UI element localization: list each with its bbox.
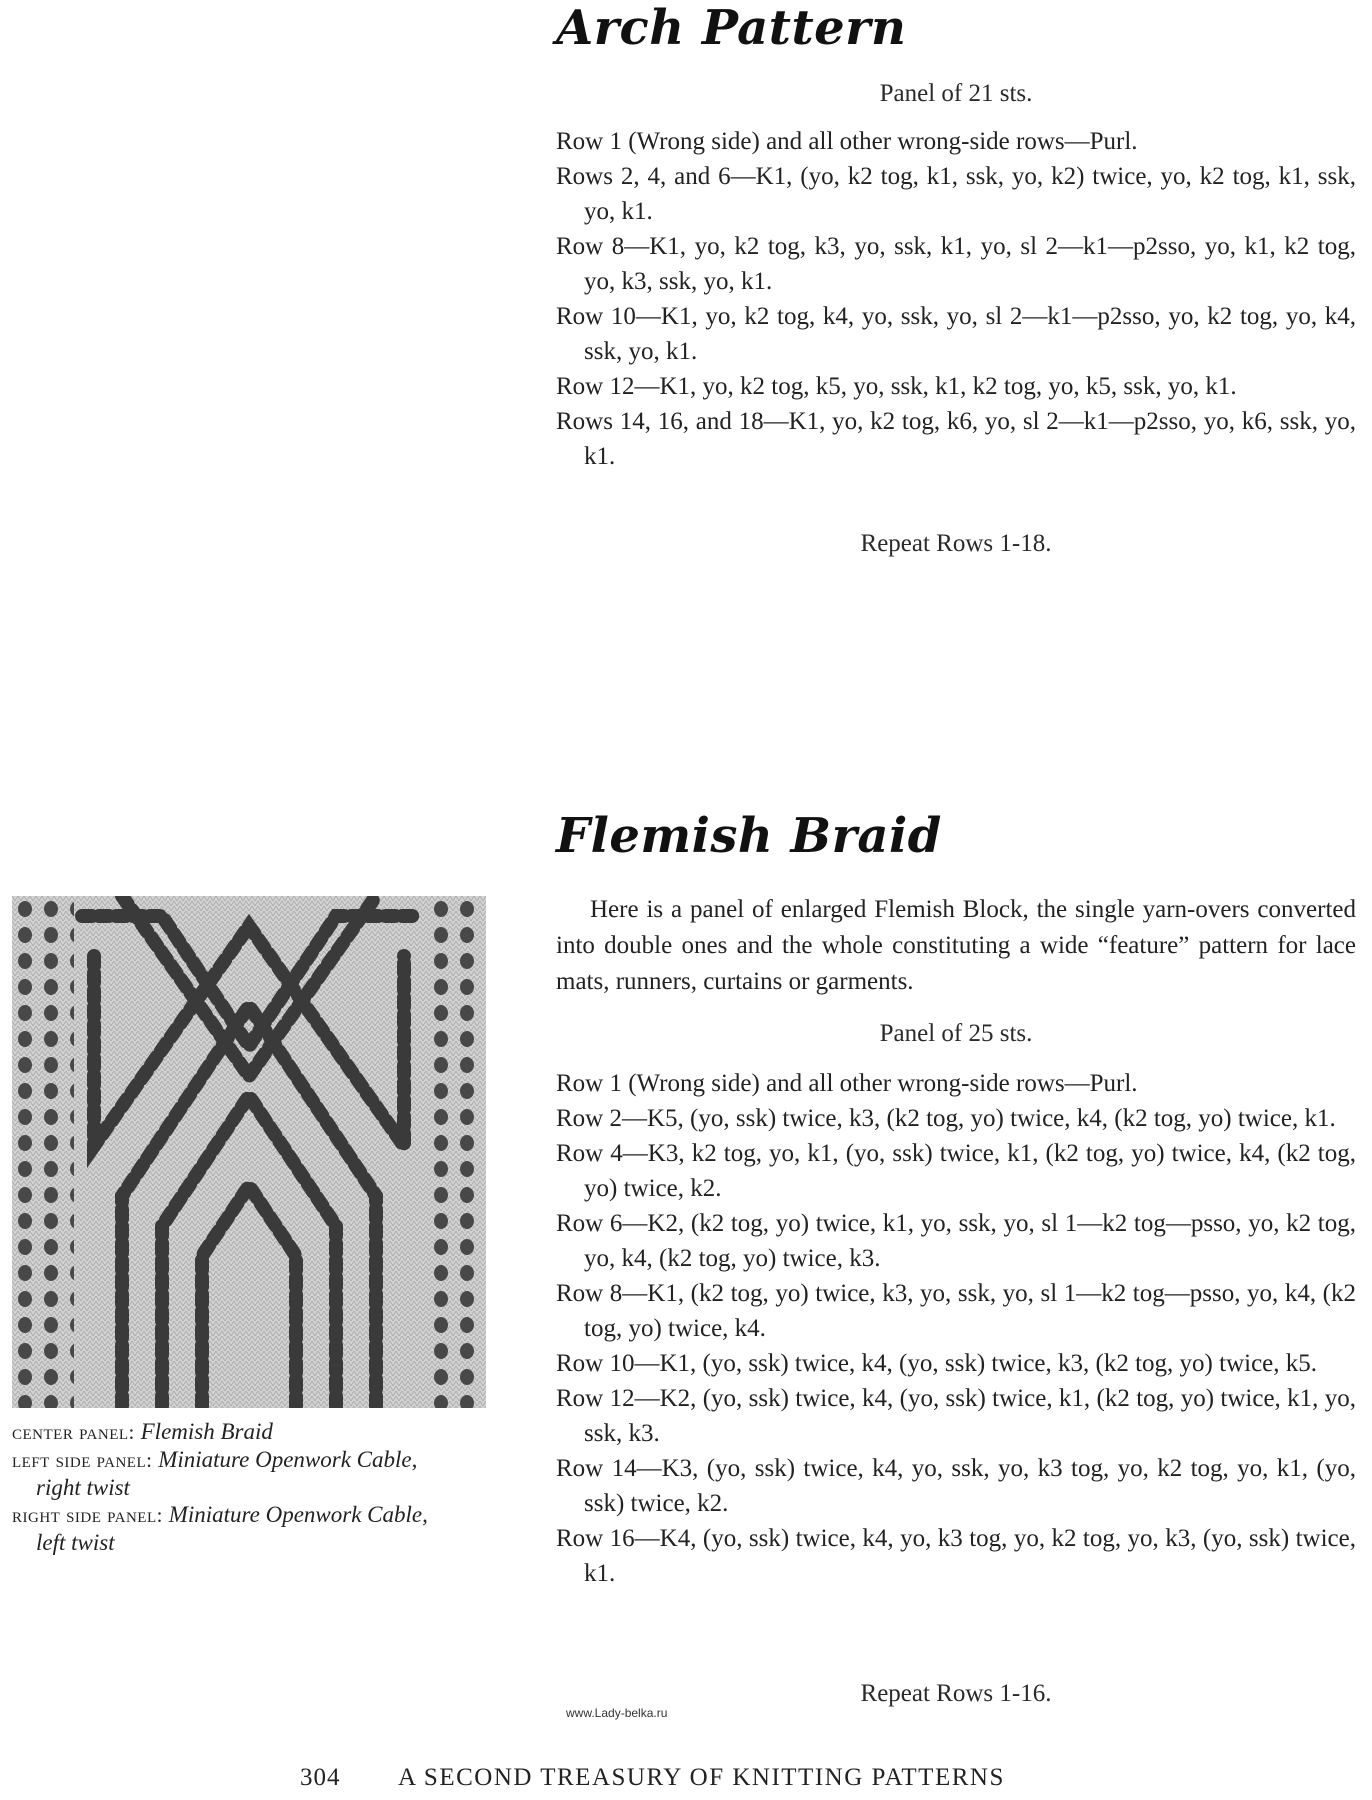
flemish-row: Row 4—K3, k2 tog, yo, k1, (yo, ssk) twice, k1, (k2 tog, yo) twice, k4, (k2 tog, yo) twice, k2.	[556, 1140, 1356, 1202]
arch-row: Row 10—K1, yo, k2 tog, k4, yo, ssk, yo, sl 2—k1—p2sso, yo, k2 tog, yo, k4, ssk, yo, k1.	[556, 303, 1356, 365]
caption-value: Miniature Openwork Cable,	[168, 1502, 428, 1527]
caption-key: right side panel:	[12, 1503, 163, 1527]
flemish-row: Row 2—K5, (yo, ssk) twice, k3, (k2 tog, yo) twice, k4, (k2 tog, yo) twice, k1.	[556, 1105, 1336, 1132]
flemish-row: Row 8—K1, (k2 tog, yo) twice, k3, yo, ssk, yo, sl 1—k2 tog—psso, yo, k4, (k2 tog, yo) twice, k4.	[556, 1280, 1356, 1342]
caption-key: left side panel:	[12, 1448, 153, 1472]
caption-right-panel	[12, 1501, 492, 1529]
page-footer	[300, 1764, 1005, 1792]
watermark-link: www.Lady-belka.ru	[566, 1706, 668, 1720]
flemish-row: Row 12—K2, (yo, ssk) twice, k4, (yo, ssk) twice, k1, (k2 tog, yo) twice, k1, yo, ssk, k3.	[556, 1385, 1356, 1447]
flemish-row: Row 6—K2, (k2 tog, yo) twice, k1, yo, ssk, yo, sl 1—k2 tog—psso, yo, k2 tog, yo, k4, (k2 tog, yo) twice, k3.	[556, 1210, 1356, 1272]
caption-continuation: right twist	[36, 1475, 130, 1500]
caption-center-panel	[12, 1418, 492, 1446]
arch-repeat: Repeat Rows 1-18.	[860, 530, 1052, 557]
flemish-row: Row 10—K1, (yo, ssk) twice, k4, (yo, ssk) twice, k3, (k2 tog, yo) twice, k5.	[556, 1350, 1318, 1377]
caption-left-panel	[12, 1446, 492, 1474]
flemish-braid-title: Flemish Braid	[556, 808, 942, 864]
flemish-panel-size: Panel of 25 sts.	[879, 1020, 1033, 1047]
flemish-row: Row 1 (Wrong side) and all other wrong-side rows—Purl.	[556, 1070, 1138, 1097]
flemish-row: Row 16—K4, (yo, ssk) twice, k4, yo, k3 tog, yo, k2 tog, yo, k3, (yo, ssk) twice, k1.	[556, 1525, 1356, 1587]
arch-row: Rows 14, 16, and 18—K1, yo, k2 tog, k6, yo, sl 2—k1—p2sso, yo, k6, ssk, yo, k1.	[556, 408, 1356, 470]
caption-value: Miniature Openwork Cable,	[158, 1447, 418, 1472]
flemish-repeat: Repeat Rows 1-16.	[860, 1680, 1052, 1707]
flemish-rows	[556, 1066, 1356, 1591]
arch-row: Row 12—K1, yo, k2 tog, k5, yo, ssk, k1, k2 tog, yo, k5, ssk, yo, k1.	[556, 373, 1237, 400]
flemish-intro-block	[556, 892, 1356, 1000]
flemish-intro: Here is a panel of enlarged Flemish Block, the single yarn-overs converted into double ones and the whole constituting a wide “feature” pattern for lace mats, runners, curtains or garments.	[556, 896, 1356, 995]
arch-rows	[556, 124, 1356, 474]
caption-value: Flemish Braid	[140, 1419, 273, 1444]
arch-pattern-title: Arch Pattern	[556, 0, 907, 56]
lace-swatch-photo	[12, 896, 486, 1408]
arch-row: Rows 2, 4, and 6—K1, (yo, k2 tog, k1, ssk, yo, k2) twice, yo, k2 tog, k1, ssk, yo, k1.	[556, 163, 1356, 225]
caption-key: center panel:	[12, 1420, 135, 1444]
book-title: A SECOND TREASURY OF KNITTING PATTERNS	[398, 1764, 1005, 1791]
caption-continuation: left twist	[36, 1530, 115, 1555]
arch-panel-size: Panel of 21 sts.	[879, 80, 1033, 107]
photo-caption	[12, 1418, 492, 1556]
page-number: 304	[300, 1764, 341, 1791]
flemish-row: Row 14—K3, (yo, ssk) twice, k4, yo, ssk, yo, k3 tog, yo, k2 tog, yo, k1, (yo, ssk) twice, k2.	[556, 1455, 1356, 1517]
arch-row: Row 1 (Wrong side) and all other wrong-side rows—Purl.	[556, 128, 1138, 155]
arch-row: Row 8—K1, yo, k2 tog, k3, yo, ssk, k1, yo, sl 2—k1—p2sso, yo, k1, k2 tog, yo, k3, ssk, yo, k1.	[556, 233, 1356, 295]
